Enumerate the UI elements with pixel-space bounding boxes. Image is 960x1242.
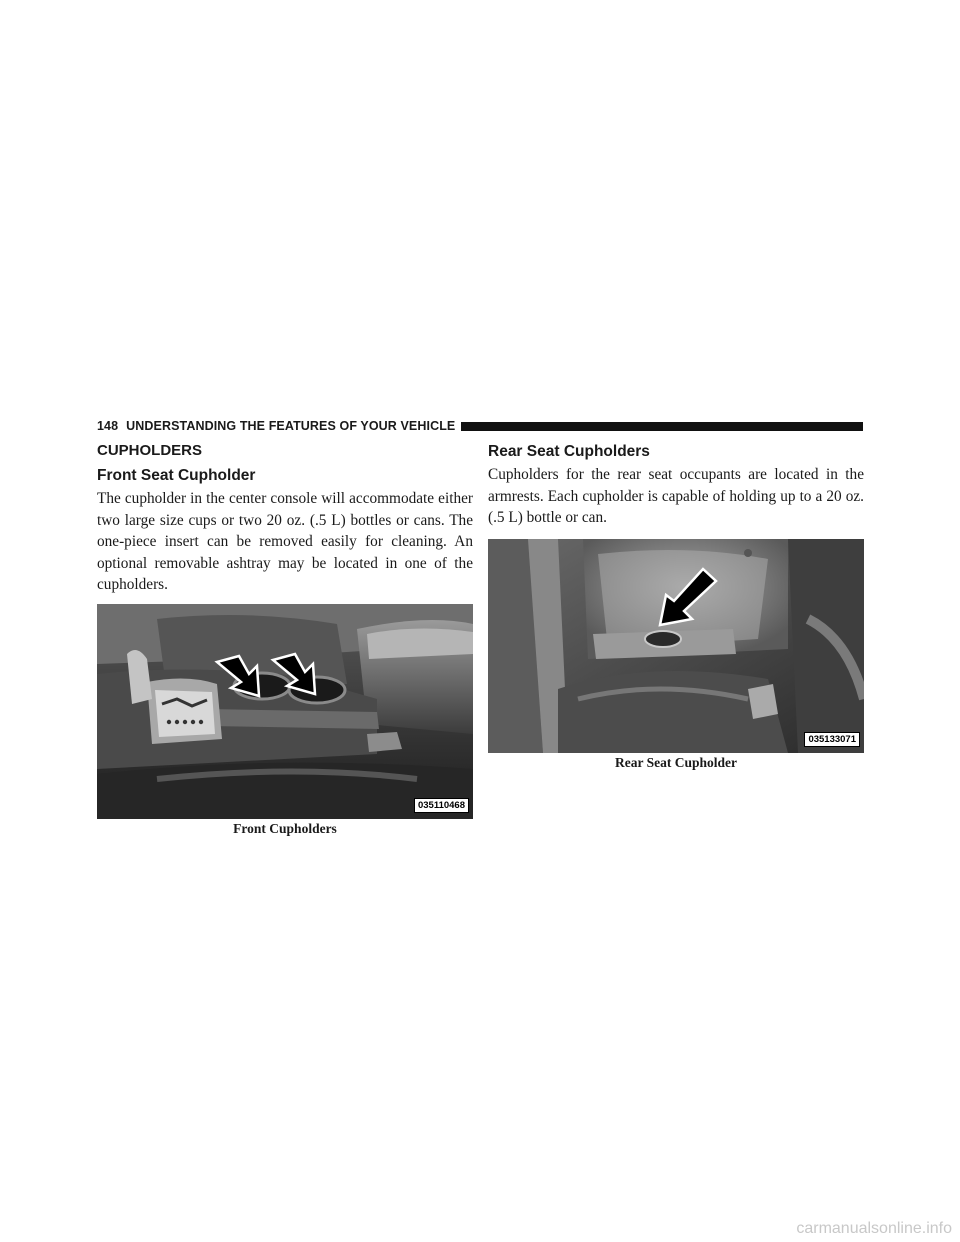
front-subsection-title: Front Seat Cupholder <box>97 467 256 484</box>
figure-code: 035133071 <box>804 732 860 747</box>
front-cupholders-photo <box>97 604 473 819</box>
figure-code: 035110468 <box>414 798 469 813</box>
page-number: 148 <box>97 419 119 433</box>
front-cupholders-figure <box>97 604 473 819</box>
header-rule <box>461 422 863 431</box>
watermark: carmanualsonline.info <box>796 1220 952 1237</box>
rear-cupholder-photo <box>488 539 864 753</box>
right-column <box>488 441 864 772</box>
left-column <box>97 441 473 838</box>
front-caption: Front Cupholders <box>233 820 337 836</box>
rear-caption: Rear Seat Cupholder <box>614 754 737 770</box>
running-title: UNDERSTANDING THE FEATURES OF YOUR VEHICLE <box>126 419 456 433</box>
rear-cupholder-figure <box>488 539 864 753</box>
front-paragraph: The cupholder in the center console will accommodate either two large size cups or two 20 oz. (.5 L) bottles or cans. The one-piece insert can be removed easily for cleaning. An optional removable ashtray may be located in one of the cupholders. <box>97 490 473 594</box>
rear-paragraph: Cupholders for the rear seat occupants are located in the armrests. Each cupholder is capable of holding up to a 20 oz. (.5 L) bottle or can. <box>488 466 864 527</box>
page-header <box>97 418 863 434</box>
rear-subsection-title: Rear Seat Cupholders <box>488 443 650 460</box>
section-title: CUPHOLDERS <box>97 442 203 459</box>
